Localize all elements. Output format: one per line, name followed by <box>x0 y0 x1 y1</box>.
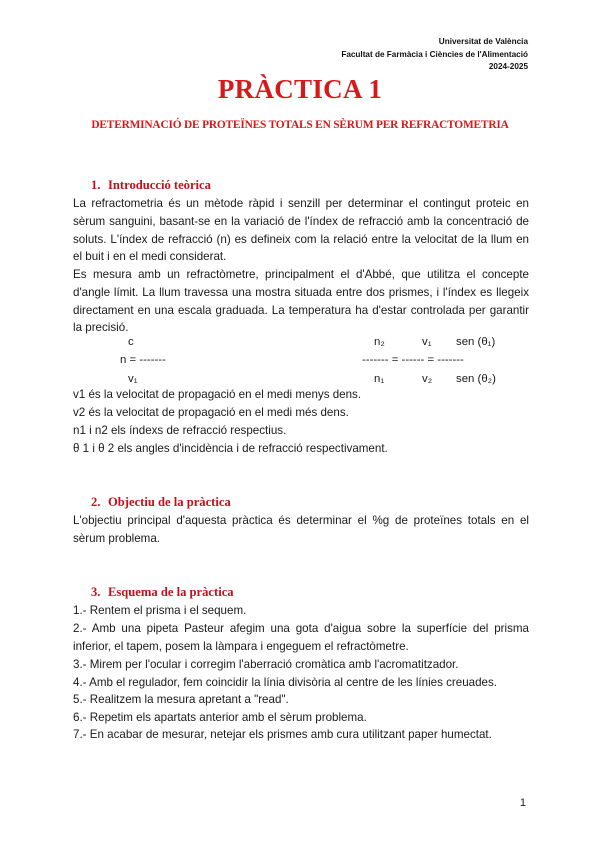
step-5: 5.- Realitzem la mesura apretant a "read". <box>73 693 289 706</box>
formula-ratio-bar: ------- = ------ = ------- <box>362 354 464 366</box>
definition-v1: v1 és la velocitat de propagació en el medi menys dens. <box>73 388 362 401</box>
document-header <box>341 36 528 74</box>
definition-v2: v2 és la velocitat de propagació en el medi més dens. <box>73 406 349 419</box>
page-number: 1 <box>519 797 526 809</box>
section-1-paragraph-1: La refractometria és un mètode ràpid i senzill per determinar el contingut proteic en sèrum sanguini, basant-se en la variació de l'índex de refracció amb la concentració de soluts. L'índex de refracció (n) es defineix com la relació entre la velocitat de la llum en el buit i en el medi considerat. <box>73 197 529 264</box>
section-1-paragraph-2: Es mesura amb un refractòmetre, principalment el d'Abbé, que utilitza el concepte d'angle límit. La llum travessa una mostra situada entre dos prismes, i l'índex es llegeix directament en una escala graduada. La temperatura ha d'estar controlada per garantir la precisió. <box>73 268 529 335</box>
section-2-title: Objectiu de la pràctica <box>108 495 231 509</box>
page-title: PRÀCTICA 1 <box>217 74 383 104</box>
definition-angles: θ 1 i θ 2 els angles d'incidència i de refracció respectivament. <box>73 442 388 455</box>
formula-sen-theta2: sen (θ₂) <box>456 373 496 385</box>
section-3-heading <box>91 585 234 600</box>
step-3: 3.- Mirem per l'ocular i corregim l'aberració cromàtica amb l'acromatitzador. <box>73 658 459 671</box>
step-7: 7.- En acabar de mesurar, netejar els prismes amb cura utilitzant paper humectat. <box>73 728 492 741</box>
section-3-number: 3. <box>91 585 101 599</box>
step-1: 1.- Rentem el prisma i el sequem. <box>73 604 247 617</box>
formula-denominator-v1: v₁ <box>128 373 138 385</box>
formula-n1: n₁ <box>374 373 385 385</box>
section-1-number: 1. <box>91 178 101 192</box>
section-2-heading <box>91 495 231 510</box>
faculty-name: Facultat de Farmàcia i Ciències de l'Alimentació <box>341 49 528 59</box>
section-2-paragraph: L'objectiu principal d'aquesta pràctica és determinar el %g de proteïnes totals en el sèrum problema. <box>73 514 529 545</box>
academic-year: 2024-2025 <box>488 62 528 71</box>
section-1-title: Introducció teòrica <box>108 178 211 192</box>
formula-v1: v₁ <box>422 336 432 348</box>
university-name: Universitat de València <box>438 37 528 46</box>
step-2: 2.- Amb una pipeta Pasteur afegim una gota d'aigua sobre la superfície del prisma inferior, el tapem, posem la làmpara i engeguem el refractòmetre. <box>73 622 529 653</box>
section-1-heading <box>91 178 211 193</box>
page-subtitle: DETERMINACIÓ DE PROTEÏNES TOTALS EN SÈRUM PER REFRACTOMETRIA <box>91 119 509 131</box>
formula-sen-theta1: sen (θ₁) <box>456 336 496 348</box>
step-4: 4.- Amb el regulador, fem coincidir la línia divisòria al centre de les línies creuades. <box>73 676 498 689</box>
formula-v2: v₂ <box>422 373 433 385</box>
formula-n2: n₂ <box>374 336 385 348</box>
formula-numerator-c: c <box>128 336 134 348</box>
section-2-number: 2. <box>91 495 101 509</box>
section-3-title: Esquema de la pràctica <box>108 585 234 599</box>
definition-n1-n2: n1 i n2 els índexs de refracció respectius. <box>73 424 287 437</box>
formula-n-equals: n = ------- <box>120 354 166 366</box>
step-6: 6.- Repetim els apartats anterior amb el sèrum problema. <box>73 711 367 724</box>
